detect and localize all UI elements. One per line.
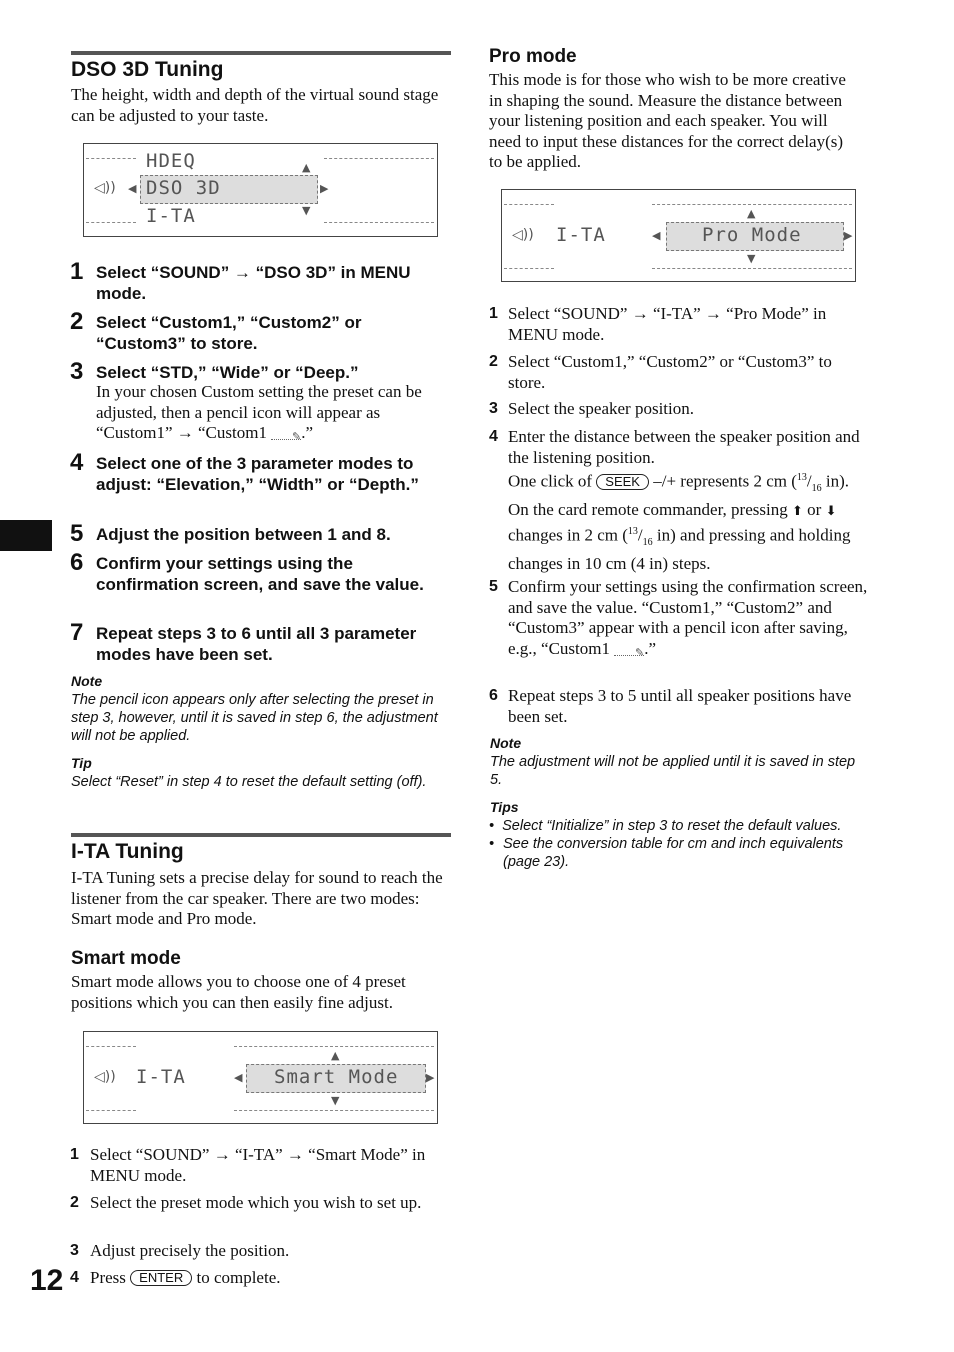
smart-mode-intro: Smart mode allows you to choose one of 4 preset positions which you can then easily fine adjust. [71, 972, 406, 1012]
left-arrow-icon: ◀ [234, 1071, 243, 1084]
step-number: 3 [70, 1242, 79, 1259]
up-arrow-icon: ▲ [747, 207, 756, 220]
fraction-numerator: 13 [627, 526, 638, 538]
lcd-line3: I-TA [146, 205, 196, 227]
down-arrow-icon: ▼ [747, 252, 756, 265]
tip-heading: Tip [71, 755, 92, 771]
step-text [90, 1268, 442, 1289]
pro-lcd-display [501, 189, 856, 282]
step-text: Adjust precisely the position. [90, 1241, 290, 1260]
step-text: Repeat steps 3 to 6 until all 3 parameter modes have been set. [96, 624, 417, 664]
step5-text [508, 577, 868, 659]
step4-post: to complete. [196, 1268, 281, 1287]
step-text: Select “SOUND” → “DSO 3D” in MENU mode. [96, 263, 411, 303]
step4-pre: Press [90, 1268, 126, 1287]
speaker-icon: ◁)) [94, 1069, 116, 1085]
step-text: Select one of the 3 parameter modes to adjust: “Elevation,” “Width” or “Depth.” [96, 454, 419, 494]
step-text: Select “SOUND” → “I-TA” → “Pro Mode” in MENU mode. [508, 304, 827, 344]
step-number: 4 [489, 428, 498, 445]
step-number: 2 [70, 308, 84, 335]
smart-lcd-display [83, 1031, 438, 1124]
step4-in-card: in). On the card remote commander, pressing [508, 471, 849, 519]
right-arrow-icon: ▶ [320, 182, 329, 195]
page-number: 12 [30, 1264, 64, 1297]
step-number: 1 [489, 305, 498, 322]
dso-intro: The height, width and depth of the virtual sound stage can be adjusted to your taste. [71, 85, 439, 125]
step4-tail: in) and pressing and holding changes in 10 cm (4 in) steps. [508, 525, 851, 573]
tips-heading: Tips [490, 799, 519, 815]
seek-button[interactable]: SEEK [596, 474, 649, 490]
step-text: Select “Custom1,” “Custom2” or “Custom3” to store. [96, 313, 362, 353]
step3-detail-text: In your chosen Custom setting the preset can be adjusted, then a pencil icon will appear as “Custom1” → “Custom1 [96, 382, 422, 442]
step-text: Repeat steps 3 to 5 until all speaker positions have been set. [508, 686, 852, 726]
lcd-right-text: Smart Mode [274, 1066, 399, 1088]
pencil-icon: ✎ [271, 427, 301, 440]
step-number: 4 [70, 1269, 79, 1286]
pro-mode-intro: This mode is for those who wish to be more creative in shaping the sound. Measure the distance between your listening position and each speaker. You will need to input these distances for the correct delay(s) to be applied. [489, 70, 846, 171]
tip-item: • See the conversion table for cm and inch equivalents (page 23). [489, 835, 874, 871]
step4-text: Enter the distance between the speaker position and the listening position. One click of SEEK –/+ represents 2 cm ($^{13}/_{16}$ in). On the card remote commander, pressing ⬆ or ⬇ changes in 2 cm ($^{13}/_{16}$ in) and pressing and holding changes in 10 cm (4 in) steps. [508, 427, 860, 573]
dso-title: DSO 3D Tuning [71, 58, 224, 81]
left-arrow-icon: ◀ [128, 182, 137, 195]
fraction-numerator: 13 [796, 472, 807, 483]
enter-button[interactable]: ENTER [130, 1270, 192, 1286]
down-arrow-icon: ⬇ [825, 503, 837, 519]
tip-item-text: Select “Initialize” in step 3 to reset the default values. [502, 818, 842, 834]
step5-end: .” [644, 638, 657, 658]
lcd-left-text: I-TA [556, 224, 606, 246]
step-number: 1 [70, 1146, 79, 1163]
right-arrow-icon: ▶ [844, 229, 853, 242]
step-number: 7 [70, 619, 84, 646]
section-rule [71, 51, 451, 55]
tip-item-text: See the conversion table for cm and inch equivalents (page 23). [503, 836, 844, 870]
step-number: 6 [489, 687, 498, 704]
pencil-icon: ✎ [614, 643, 644, 656]
speaker-icon: ◁)) [512, 227, 534, 243]
step-number: 5 [489, 578, 498, 595]
step-text: Select the preset mode which you wish to set up. [90, 1193, 422, 1212]
left-arrow-icon: ◀ [652, 229, 661, 242]
speaker-icon: ◁)) [94, 180, 116, 196]
step4-represents: –/+ represents 2 cm ( [653, 471, 797, 491]
note-heading: Note [490, 735, 522, 751]
step-text: Confirm your settings using the confirmation screen, and save the value. [96, 554, 424, 594]
step4-changes: changes in 2 cm ( [508, 525, 628, 545]
up-arrow-icon: ▲ [331, 1049, 340, 1062]
note-text: The pencil icon appears only after selecting the preset in step 3, however, until it is saved in step 6, the adjustment will not be applied. [71, 692, 438, 744]
smart-mode-title: Smart mode [71, 948, 181, 969]
fraction-denominator: 16 [642, 537, 653, 549]
ita-title: I-TA Tuning [71, 840, 184, 863]
down-arrow-icon: ▼ [331, 1094, 340, 1107]
step-number: 3 [70, 358, 84, 385]
note-text: The adjustment will not be applied until it is saved in step 5. [490, 754, 856, 788]
fraction-denominator: 16 [811, 483, 822, 495]
ita-intro: I-TA Tuning sets a precise delay for sound to reach the listener from the car speaker. There are two modes: Smart mode and Pro mode. [71, 868, 443, 928]
step-number: 2 [489, 353, 498, 370]
step-text: Select “Custom1,” “Custom2” or “Custom3” to store. [508, 352, 832, 392]
section-rule [71, 833, 451, 837]
step3-detail-end: .” [301, 423, 313, 442]
section-tab-marker [0, 520, 52, 551]
step-text: Select the speaker position. [508, 399, 695, 418]
up-arrow-icon: ▲ [302, 161, 311, 174]
step-number: 4 [70, 449, 84, 476]
tip-text: Select “Reset” in step 4 to reset the default setting (off). [71, 774, 427, 790]
step3-detail [96, 382, 448, 444]
right-arrow-icon: ▶ [426, 1071, 435, 1084]
step-number: 1 [70, 258, 84, 285]
step-number: 5 [70, 520, 84, 547]
tip-item: • Select “Initialize” in step 3 to reset the default values. [489, 818, 842, 834]
step4-or: or [807, 499, 822, 519]
note-heading: Note [71, 673, 103, 689]
pro-mode-title: Pro mode [489, 46, 577, 67]
step-number: 3 [489, 400, 498, 417]
down-arrow-icon: ▼ [302, 204, 311, 217]
step-text: Select “SOUND” → “I-TA” → “Smart Mode” in MENU mode. [90, 1145, 426, 1185]
lcd-line2: DSO 3D [146, 177, 221, 199]
lcd-left-text: I-TA [136, 1066, 186, 1088]
step-number: 2 [70, 1194, 79, 1211]
step-text: Select “STD,” “Wide” or “Deep.” [96, 363, 359, 382]
step-number: 6 [70, 549, 84, 576]
lcd-right-text: Pro Mode [702, 224, 802, 246]
step4-line1: Enter the distance between the speaker position and the listening position. [508, 427, 860, 467]
step4-oneclick: One click of [508, 471, 593, 491]
step5-body: Confirm your settings using the confirmation screen, and save the value. “Custom1,” “Custom2” and “Custom3” appear with a pencil icon after saving, e.g., “Custom1 [508, 577, 868, 658]
lcd-line1: HDEQ [146, 150, 196, 172]
step-text: Adjust the position between 1 and 8. [96, 525, 391, 544]
up-arrow-icon: ⬆ [791, 503, 803, 519]
dso-lcd-display [83, 143, 438, 237]
